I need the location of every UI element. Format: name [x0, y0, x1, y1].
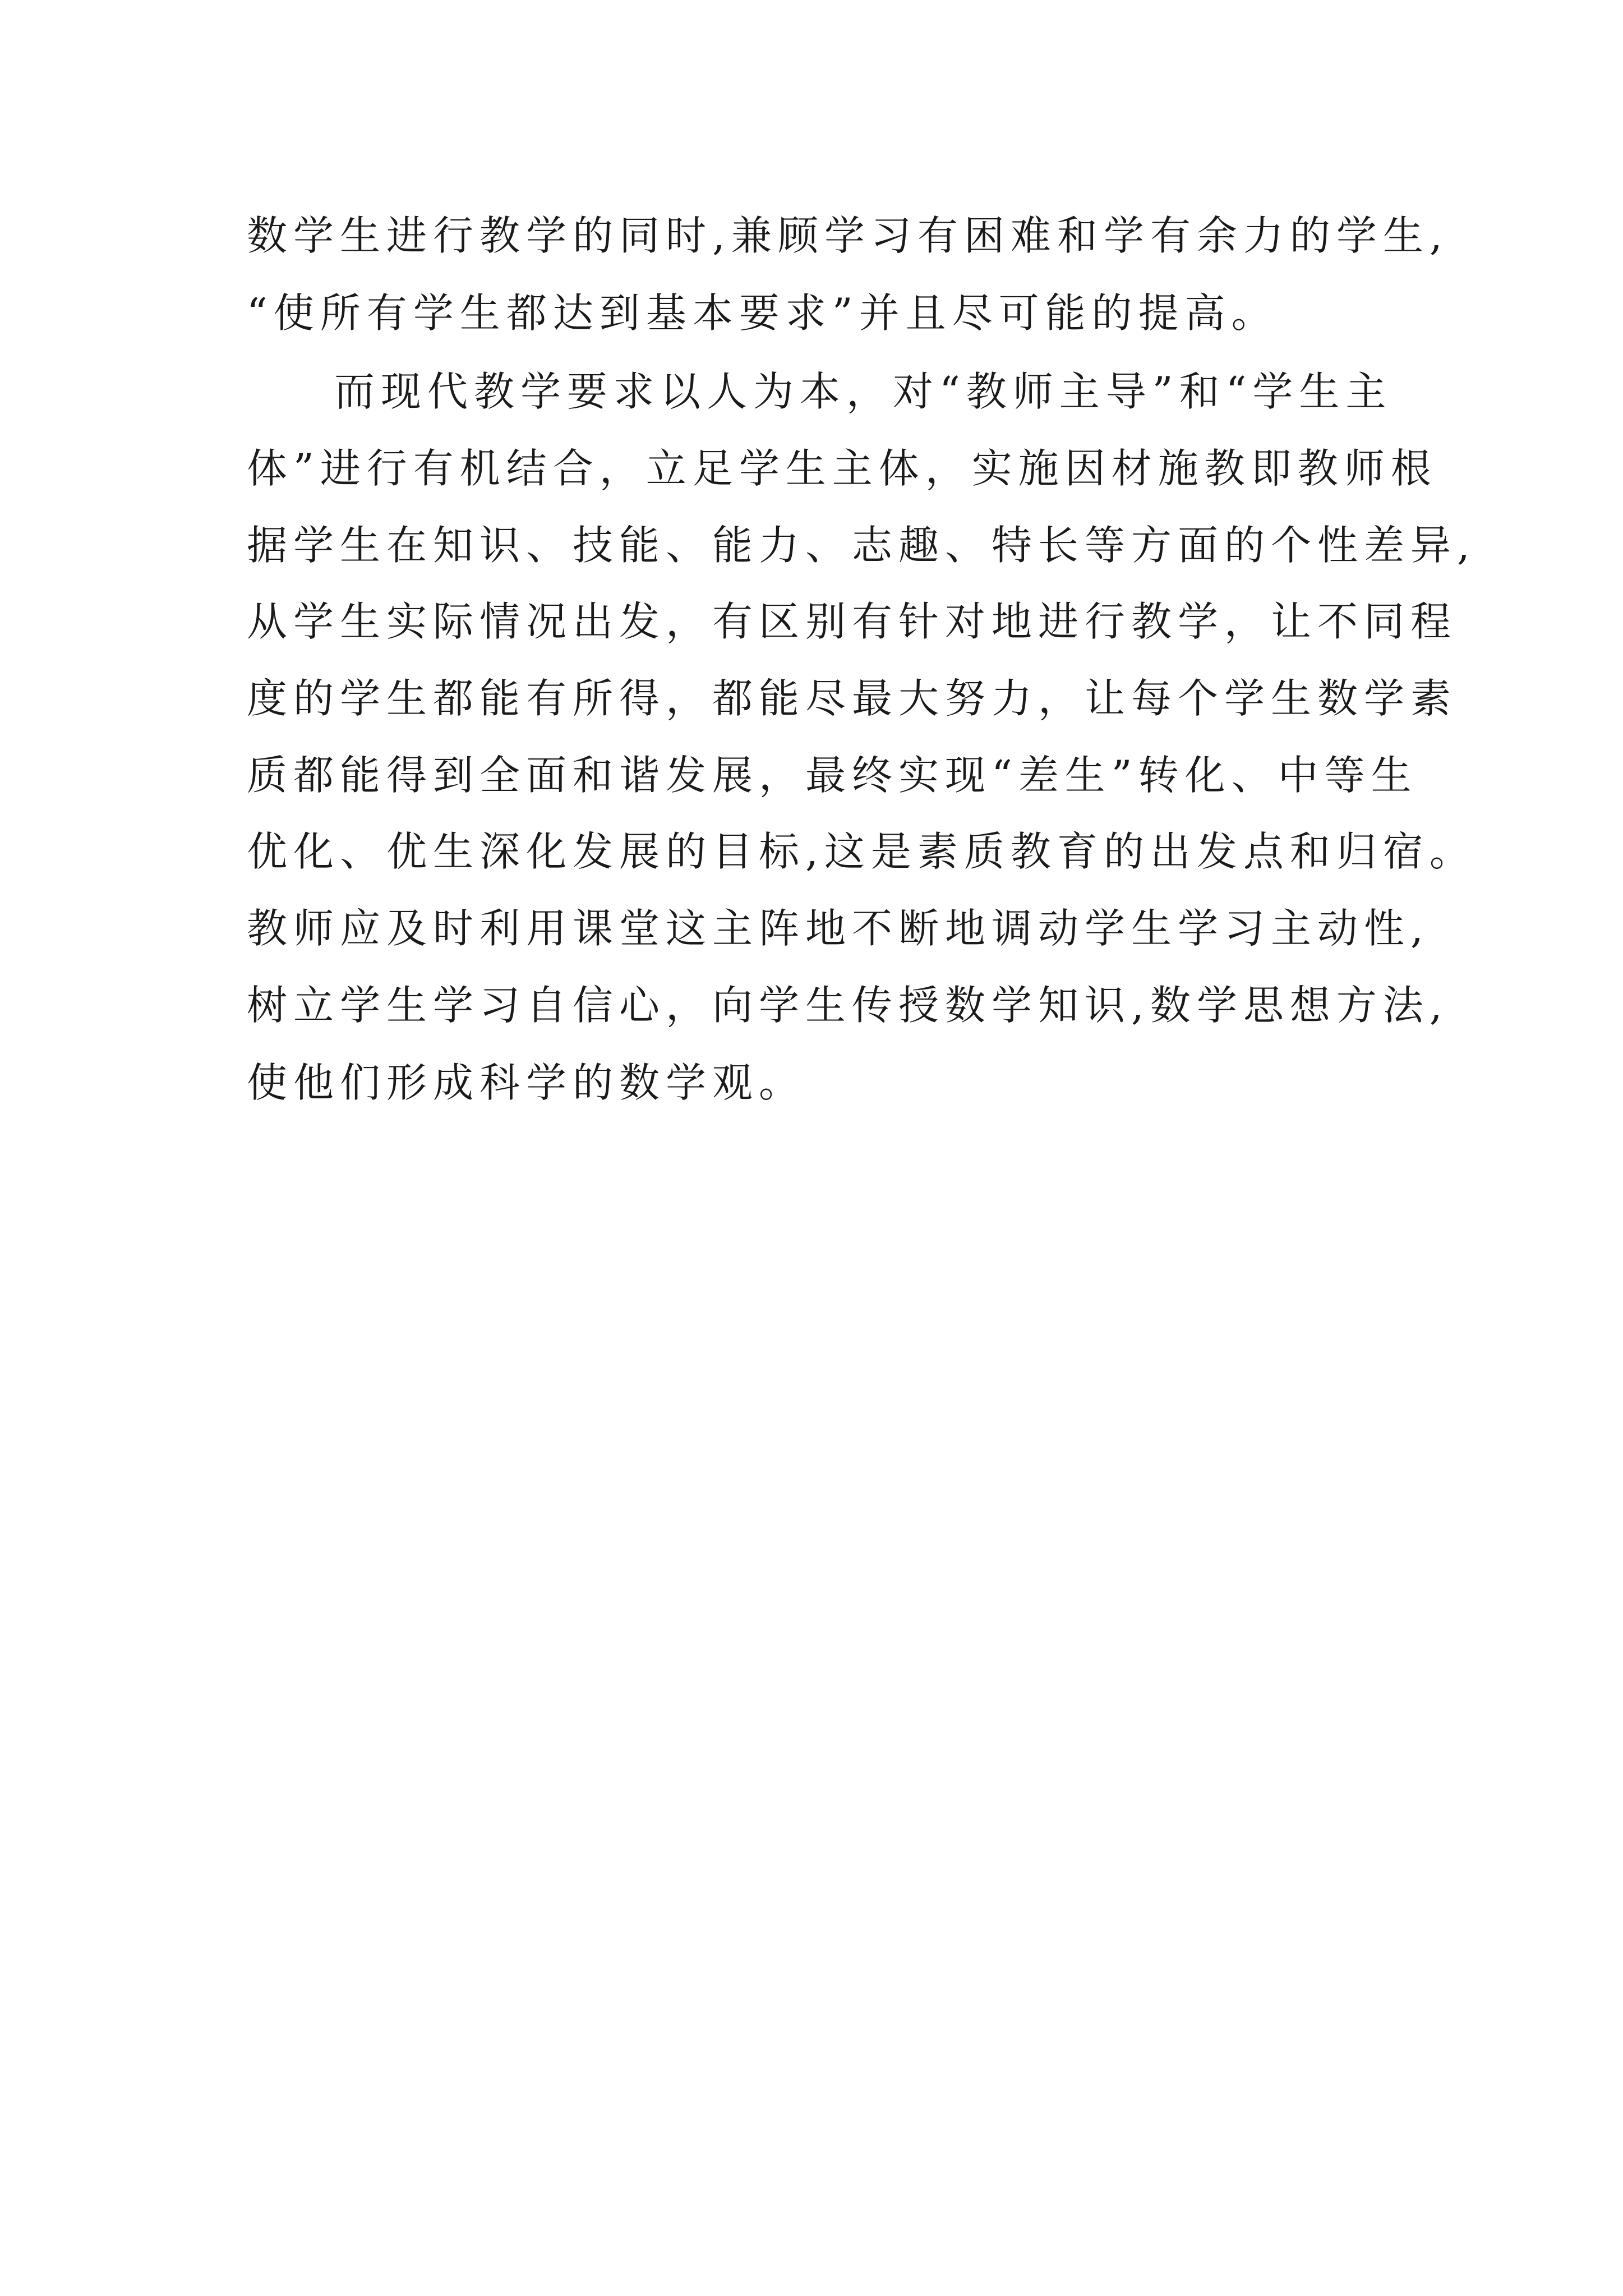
text-line: 树立学生学习自信心，向学生传授数学知识,数学思想方法, — [247, 982, 1449, 1029]
text-line: 使他们形成科学的数学观。 — [247, 1059, 806, 1106]
text-line: 质都能得到全面和谐发展，最终实现“差生”转化、中等生 — [247, 752, 1418, 799]
paragraph-first-line: 而现代教学要求以人为本，对“教师主导”和“学生主 — [334, 368, 1393, 415]
text-line: 从学生实际情况出发，有区别有针对地进行教学，让不同程 — [247, 598, 1458, 645]
text-line: 度的学生都能有所得，都能尽最大努力，让每个学生数学素 — [247, 675, 1458, 722]
text-line: 优化、优生深化发展的目标,这是素质教育的出发点和归宿。 — [247, 828, 1476, 875]
text-line: 体”进行有机结合，立足学生主体，实施因材施教即教师根 — [247, 445, 1437, 492]
text-line: “使所有学生都达到基本要求”并且尽可能的提高。 — [247, 289, 1278, 337]
text-line: 数学生进行教学的同时,兼顾学习有困难和学有余力的学生, — [247, 212, 1449, 259]
text-line: 教师应及时利用课堂这主阵地不断地调动学生学习主动性, — [247, 905, 1430, 952]
text-line: 据学生在知识、技能、能力、志趣、特长等方面的个性差异, — [247, 522, 1476, 569]
